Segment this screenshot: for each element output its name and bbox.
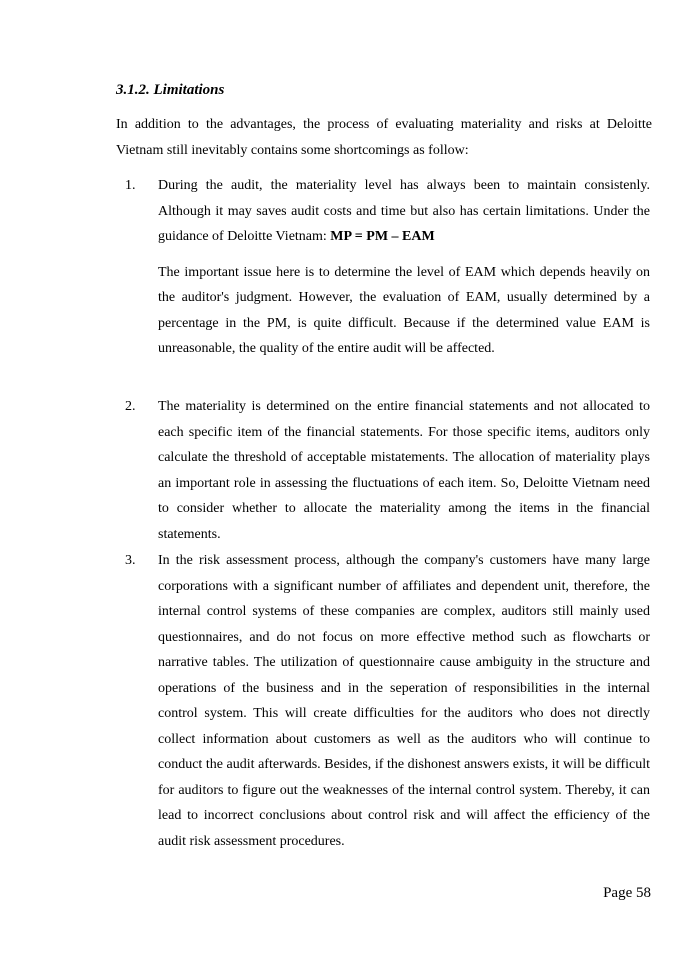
list-item-paragraph — [158, 173, 650, 250]
list-item-paragraph: The materiality is determined on the entire financial statements and not allocated to each specific item of the financial statements. For those specific items, auditors only calculate the threshold of acceptable mistatements. The allocation of materiality plays an important role in assessing the fluctuations of each item. So, Deloitte Vietnam need to consider whether to allocate the materiality among the items in the financial statements. — [158, 399, 650, 542]
list-item-number: 2. — [125, 399, 136, 414]
intro-paragraph: In addition to the advantages, the process of evaluating materiality and risks at Deloitte Vietnam still inevitably contains some shortcomings as follow: — [116, 117, 652, 158]
list-item-text: During the audit, the materiality level has always been to maintain consistenly. Although it may saves audit costs and time but also has certain limitations. Under the guidance of Deloitte Vietnam: — [158, 178, 650, 244]
list-item-number: 3. — [125, 553, 136, 568]
list-item-body — [158, 394, 650, 547]
section-heading: 3.1.2. Limitations — [116, 82, 225, 98]
page-number: Page 58 — [603, 885, 651, 901]
list-item-number: 1. — [125, 178, 136, 193]
materiality-formula: MP = PM – EAM — [330, 229, 435, 244]
list-item-body — [158, 548, 650, 854]
list-item-paragraph: The important issue here is to determine the level of EAM which depends heavily on the auditor's judgment. However, the evaluation of EAM, usually determined by a percentage in the PM, is quite difficult. Because if the determined value EAM is unreasonable, the quality of the entire audit will be affected. — [158, 264, 650, 356]
list-item-paragraph: In the risk assessment process, although the company's customers have many large corporations with a significant number of affiliates and dependent unit, therefore, the internal control systems of these companies are complex, auditors still mainly used questionnaires, and do not focus on more effective method such as flowcharts or narrative tables. The utilization of questionnaire cause ambiguity in the structure and operations of the business and in the seperation of responsibilities in the internal control system. This will create difficulties for the auditors who does not directly collect information about customers as well as the auditors who will continue to conduct the audit afterwards. Besides, if the dishonest answers exists, it will be difficult for auditors to figure out the weaknesses of the internal control system. Thereby, it can lead to incorrect conclusions about control risk and will affect the efficiency of the audit risk assessment procedures. — [158, 553, 650, 849]
list-item-body — [158, 173, 650, 362]
